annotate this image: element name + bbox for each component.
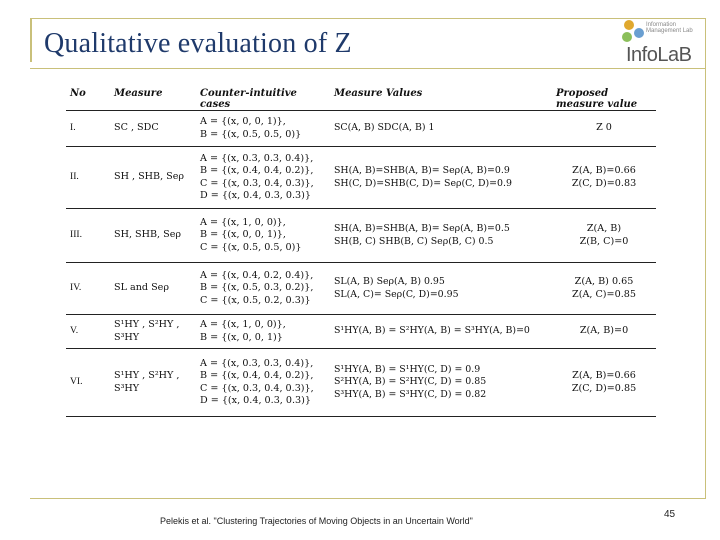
row-proposed bbox=[552, 111, 656, 147]
row-number: III. bbox=[66, 209, 110, 263]
proposed-line: Z(A, B)=0.66 bbox=[572, 370, 636, 382]
header-no: No bbox=[66, 88, 110, 111]
table-row bbox=[66, 111, 656, 147]
case-line: B = {(x, 0.4, 0.4, 0.2)}, bbox=[200, 370, 314, 382]
proposed-line: Z(A, B) 0.65 bbox=[574, 276, 634, 288]
case-line: A = {(x, 1, 0, 0)}, bbox=[200, 217, 286, 229]
case-line: C = {(x, 0.5, 0.5, 0)} bbox=[200, 241, 302, 253]
proposed-line: Z(A, B)=0.66 bbox=[572, 165, 636, 177]
table-row bbox=[66, 263, 656, 315]
infolab-logo bbox=[620, 14, 702, 76]
proposed-line: Z(B, C)=0 bbox=[579, 235, 629, 247]
row-number: V. bbox=[66, 315, 110, 349]
row-measure: SL and Seρ bbox=[110, 263, 196, 315]
case-line: D = {(x, 0.4, 0.3, 0.3)} bbox=[200, 394, 312, 406]
proposed-line: Z(A, C)=0.85 bbox=[572, 288, 636, 300]
row-measure: S¹HY , S²HY , S³HY bbox=[110, 349, 196, 417]
slide-title: Qualitative evaluation of Z bbox=[44, 28, 352, 59]
row-number: IV. bbox=[66, 263, 110, 315]
case-line: C = {(x, 0.3, 0.4, 0.3)}, bbox=[200, 382, 314, 394]
row-values bbox=[330, 315, 552, 349]
proposed-line: Z(A, B) bbox=[586, 223, 622, 235]
row-cases bbox=[196, 147, 330, 209]
row-measure: SH , SHB, Seρ bbox=[110, 147, 196, 209]
case-line: B = {(x, 0.5, 0.3, 0.2)}, bbox=[200, 282, 314, 294]
row-cases bbox=[196, 263, 330, 315]
table-header-row bbox=[66, 88, 656, 111]
row-proposed bbox=[552, 349, 656, 417]
header-measure: Measure bbox=[110, 88, 196, 111]
case-line: C = {(x, 0.3, 0.4, 0.3)}, bbox=[200, 177, 314, 189]
value-line: SH(A, B)=SHB(A, B)= Seρ(A, B)=0.9 bbox=[334, 165, 510, 177]
case-line: C = {(x, 0.5, 0.2, 0.3)} bbox=[200, 294, 311, 306]
value-line: SH(B, C) SHB(B, C) Seρ(B, C) 0.5 bbox=[334, 235, 494, 247]
row-number: I. bbox=[66, 111, 110, 147]
value-line: S²HY(A, B) = S²HY(C, D) = 0.85 bbox=[334, 376, 487, 388]
frame-line-right bbox=[705, 18, 706, 498]
value-line: SH(A, B)=SHB(A, B)= Seρ(A, B)=0.5 bbox=[334, 223, 510, 235]
table-row bbox=[66, 349, 656, 417]
case-line: B = {(x, 0, 0, 1)} bbox=[200, 331, 283, 343]
case-line: A = {(x, 1, 0, 0)}, bbox=[200, 319, 286, 331]
page-number: 45 bbox=[664, 509, 676, 520]
table-row bbox=[66, 147, 656, 209]
logo-dot-green bbox=[622, 32, 632, 42]
row-proposed bbox=[552, 147, 656, 209]
case-line: B = {(x, 0.5, 0.5, 0)} bbox=[200, 128, 302, 140]
proposed-line: Z(C, D)=0.83 bbox=[571, 177, 637, 189]
value-line: SL(A, B) Seρ(A, B) 0.95 bbox=[334, 276, 445, 288]
case-line: D = {(x, 0.4, 0.3, 0.3)} bbox=[200, 189, 312, 201]
row-cases bbox=[196, 209, 330, 263]
value-line: S³HY(A, B) = S³HY(C, D) = 0.82 bbox=[334, 388, 487, 400]
frame-line-bottom bbox=[30, 498, 706, 499]
value-line: SL(A, C)= Seρ(C, D)=0.95 bbox=[334, 288, 459, 300]
frame-line-left bbox=[30, 18, 32, 62]
row-values bbox=[330, 209, 552, 263]
value-line: S¹HY(A, B) = S¹HY(C, D) = 0.9 bbox=[334, 364, 481, 376]
row-number: VI. bbox=[66, 349, 110, 417]
value-line: SC(A, B) SDC(A, B) 1 bbox=[334, 122, 435, 134]
row-values bbox=[330, 111, 552, 147]
row-proposed bbox=[552, 315, 656, 349]
row-measure: SH, SHB, Seρ bbox=[110, 209, 196, 263]
row-cases bbox=[196, 111, 330, 147]
proposed-line: Z 0 bbox=[596, 122, 612, 134]
table-row bbox=[66, 209, 656, 263]
row-values bbox=[330, 349, 552, 417]
header-cases: Counter-intuitive cases bbox=[196, 88, 330, 111]
case-line: B = {(x, 0.4, 0.4, 0.2)}, bbox=[200, 165, 314, 177]
logo-dot-blue bbox=[634, 28, 644, 38]
row-proposed bbox=[552, 209, 656, 263]
frame-line-under-title bbox=[30, 68, 706, 69]
row-cases bbox=[196, 349, 330, 417]
logo-text: InfoLaB bbox=[626, 44, 692, 66]
row-number: II. bbox=[66, 147, 110, 209]
case-line: A = {(x, 0, 0, 1)}, bbox=[200, 116, 286, 128]
value-line: S¹HY(A, B) = S²HY(A, B) = S³HY(A, B)=0 bbox=[334, 325, 530, 337]
evaluation-table bbox=[66, 88, 656, 417]
case-line: A = {(x, 0.3, 0.3, 0.4)}, bbox=[200, 153, 314, 165]
logo-tagline: Information Management Lab bbox=[646, 22, 693, 34]
case-line: A = {(x, 0.3, 0.3, 0.4)}, bbox=[200, 358, 314, 370]
value-line: SH(C, D)=SHB(C, D)= Seρ(C, D)=0.9 bbox=[334, 177, 512, 189]
row-cases bbox=[196, 315, 330, 349]
row-proposed bbox=[552, 263, 656, 315]
header-proposed: Proposed measure value bbox=[552, 88, 656, 111]
proposed-line: Z(A, B)=0 bbox=[579, 325, 629, 337]
table-body bbox=[66, 111, 656, 417]
row-values bbox=[330, 147, 552, 209]
header-values: Measure Values bbox=[330, 88, 552, 111]
row-values bbox=[330, 263, 552, 315]
logo-dot-orange bbox=[624, 20, 634, 30]
row-measure: SC , SDC bbox=[110, 111, 196, 147]
frame-line-top bbox=[30, 18, 706, 19]
slide-footer-citation: Pelekis et al. "Clustering Trajectories of Moving Objects in an Uncertain World" bbox=[160, 516, 473, 526]
row-measure: S¹HY , S²HY , S³HY bbox=[110, 315, 196, 349]
proposed-line: Z(C, D)=0.85 bbox=[571, 382, 637, 394]
case-line: B = {(x, 0, 0, 1)}, bbox=[200, 229, 286, 241]
case-line: A = {(x, 0.4, 0.2, 0.4)}, bbox=[200, 270, 314, 282]
table-row bbox=[66, 315, 656, 349]
